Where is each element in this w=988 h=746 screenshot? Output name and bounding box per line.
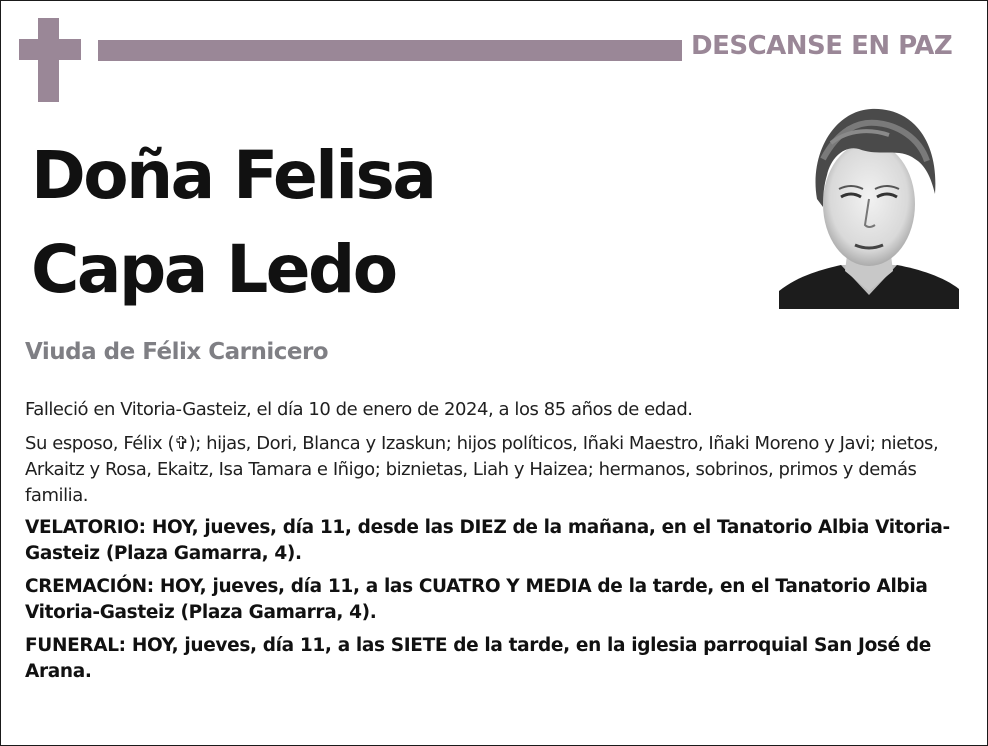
deceased-name-line2: Capa Ledo — [31, 231, 396, 308]
header-label: DESCANSE EN PAZ — [691, 31, 953, 61]
deceased-name-line1: Doña Felisa — [31, 137, 435, 214]
subtitle: Viuda de Félix Carnicero — [25, 339, 329, 365]
deceased-name — [31, 129, 434, 317]
family-paragraph: Su esposo, Félix (✞); hijas, Dori, Blanca y Izaskun; hijos políticos, Iñaki Maestro, Iñaki Moreno y Javi; nietos, Arkaitz y Rosa, Ekaitz, Isa Tamara e Iñigo; biznietas, Liah y Haizea; hermanos, sobrinos, primos y demás familia. — [25, 433, 939, 506]
header-band — [98, 40, 685, 61]
header-band-separator — [682, 40, 685, 61]
cremacion-paragraph: CREMACIÓN: HOY, jueves, día 11, a las CUATRO Y MEDIA de la tarde, en el Tanatorio Albia Vitoria-Gasteiz (Plaza Gamarra, 4). — [25, 576, 928, 623]
velatorio-paragraph: VELATORIO: HOY, jueves, día 11, desde las DIEZ de la mañana, en el Tanatorio Albia Vitoria-Gasteiz (Plaza Gamarra, 4). — [25, 517, 950, 564]
funeral-paragraph: FUNERAL: HOY, jueves, día 11, a las SIETE de la tarde, en la iglesia parroquial San José de Arana. — [25, 635, 931, 682]
portrait-photo — [779, 99, 959, 309]
death-paragraph: Falleció en Vitoria-Gasteiz, el día 10 de enero de 2024, a los 85 años de edad. — [25, 399, 693, 420]
obituary-body — [25, 397, 970, 692]
